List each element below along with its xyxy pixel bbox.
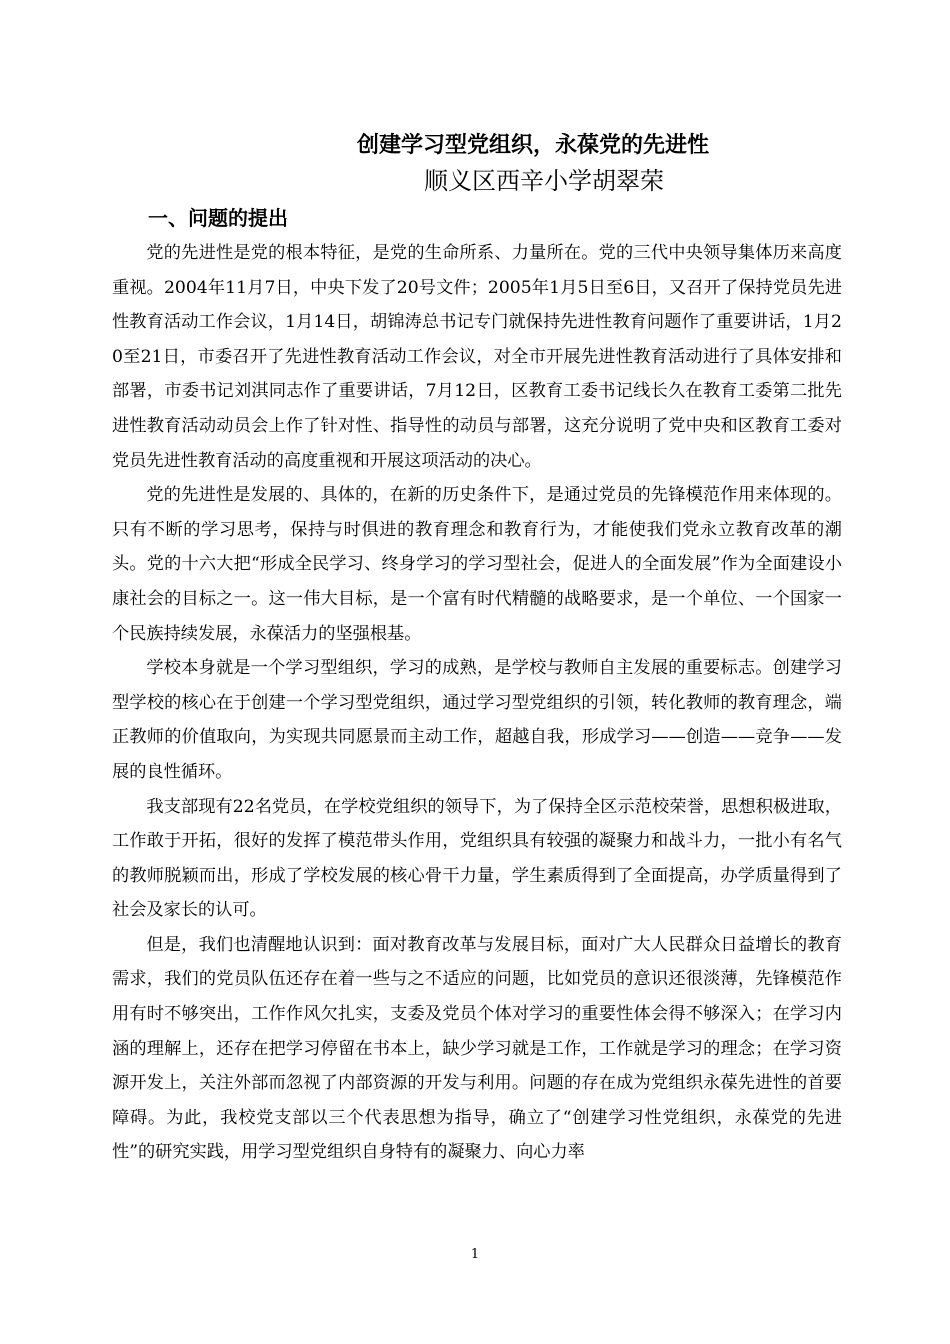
section-heading: 一、问题的提出 [148, 206, 288, 230]
paragraph-1: 党的先进性是党的根本特征，是党的生命所系、力量所在。党的三代中央领导集体历来高度重视。2004年11月7日，中央下发了20号文件；2005年1月5日至6日，又召开了保持党员先进性教育活动工作会议，1月14日，胡锦涛总书记专门就保持先进性教育问题作了重要讲话，1月20至21日，市委召开了先进性教育活动工作会议，对全市开展先进性教育活动进行了具体安排和部署，市委书记刘淇同志作了重要讲话，7月12日，区教育工委书记线长久在教育工委第二批先进性教育活动动员会上作了针对性、指导性的动员与部署，这充分说明了党中央和区教育工委对党员先进性教育活动的高度重视和开展这项活动的决心。 [112, 243, 842, 471]
page-number: 1 [470, 1247, 480, 1262]
paragraph-5: 但是，我们也清醒地认识到：面对教育改革与发展目标，面对广大人民群众日益增长的教育需求，我们的党员队伍还存在着一些与之不适应的问题，比如党员的意识还很淡薄，先锋模范作用有时不够突出，工作作风欠扎实，支委及党员个体对学习的重要性体会得不够深入；在学习内涵的理解上，还存在把学习停留在书本上，缺少学习就是工作，工作就是学习的理念；在学习资源开发上，关注外部而忽视了内部资源的开发与利用。问题的存在成为党组织永葆先进性的首要障碍。为此，我校党支部以三个代表思想为指导，确立了“创建学习性党组织，永葆党的先进性”的研究实践，用学习型党组织自身特有的凝聚力、向心力率 [112, 934, 842, 1163]
paragraph-4: 我支部现有22名党员，在学校党组织的领导下，为了保持全区示范校荣誉，思想积极进取，工作敢于开拓，很好的发挥了模范带头作用，党组织具有较强的凝聚力和战斗力，一批小有名气的教师脱颖而出，形成了学校发展的核心骨干力量，学生素质得到了全面提高，办学质量得到了社会及家长的认可。 [112, 796, 842, 921]
body-text [112, 236, 842, 1170]
paragraph-3: 学校本身就是一个学习型组织，学习的成熟，是学校与教师自主发展的重要标志。创建学习型学校的核心在于创建一个学习型党组织，通过学习型党组织的引领，转化教师的教育理念，端正教师的价值取向，为实现共同愿景而主动工作，超越自我，形成学习——创造——竞争——发展的良性循环。 [112, 658, 842, 782]
paragraph-2: 党的先进性是发展的、具体的，在新的历史条件下，是通过党员的先锋模范作用来体现的。只有不断的学习思考，保持与时俱进的教育理念和教育行为，才能使我们党永立教育改革的潮头。党的十六大把“形成全民学习、终身学习的学习型社会，促进人的全面发展”作为全面建设小康社会的目标之一。这一伟大目标，是一个富有时代精髓的战略要求，是一个单位、一个国家一个民族持续发展，永葆活力的坚强根基。 [112, 485, 842, 644]
document-author: 顺义区西辛小学胡翠荣 [424, 167, 664, 195]
document-title: 创建学习型党组织，永葆党的先进性 [357, 133, 710, 158]
